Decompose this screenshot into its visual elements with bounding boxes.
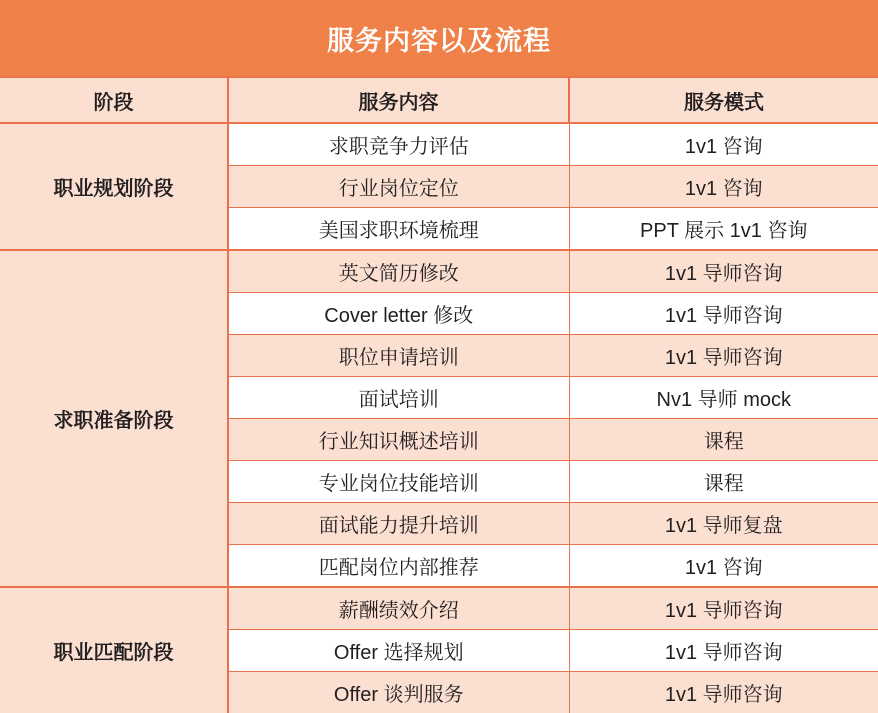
service-content: 薪酬绩效介绍 (228, 587, 569, 630)
stage-label-2: 职业匹配阶段 (0, 587, 228, 713)
service-content: 英文简历修改 (228, 250, 569, 293)
service-mode: Nv1 导师 mock (569, 377, 878, 419)
service-content: 匹配岗位内部推荐 (228, 545, 569, 588)
service-mode: 课程 (569, 419, 878, 461)
service-mode: PPT 展示 1v1 咨询 (569, 208, 878, 251)
service-mode: 1v1 导师咨询 (569, 630, 878, 672)
service-content: 面试培训 (228, 377, 569, 419)
service-mode: 1v1 咨询 (569, 123, 878, 166)
service-mode: 课程 (569, 461, 878, 503)
service-content: 行业知识概述培训 (228, 419, 569, 461)
service-mode: 1v1 导师咨询 (569, 672, 878, 713)
service-mode: 1v1 导师咨询 (569, 293, 878, 335)
service-content: 面试能力提升培训 (228, 503, 569, 545)
service-mode: 1v1 导师咨询 (569, 335, 878, 377)
table-row (0, 123, 878, 166)
service-content: Cover letter 修改 (228, 293, 569, 335)
page-title: 服务内容以及流程 (0, 0, 878, 77)
table-row (0, 587, 878, 630)
service-content: 专业岗位技能培训 (228, 461, 569, 503)
column-header-row (0, 77, 878, 123)
service-mode: 1v1 咨询 (569, 166, 878, 208)
column-header-mode: 服务模式 (569, 77, 878, 123)
service-mode: 1v1 咨询 (569, 545, 878, 588)
service-content: 美国求职环境梳理 (228, 208, 569, 251)
service-content: 求职竞争力评估 (228, 123, 569, 166)
service-content: 职位申请培训 (228, 335, 569, 377)
title-row (0, 0, 878, 77)
stage-label-1: 求职准备阶段 (0, 250, 228, 587)
stage-label-0: 职业规划阶段 (0, 123, 228, 250)
service-mode: 1v1 导师复盘 (569, 503, 878, 545)
service-content: Offer 谈判服务 (228, 672, 569, 713)
column-header-stage: 阶段 (0, 77, 228, 123)
service-mode: 1v1 导师咨询 (569, 250, 878, 293)
service-mode: 1v1 导师咨询 (569, 587, 878, 630)
service-content: Offer 选择规划 (228, 630, 569, 672)
column-header-content: 服务内容 (228, 77, 569, 123)
table-row (0, 250, 878, 293)
service-content: 行业岗位定位 (228, 166, 569, 208)
